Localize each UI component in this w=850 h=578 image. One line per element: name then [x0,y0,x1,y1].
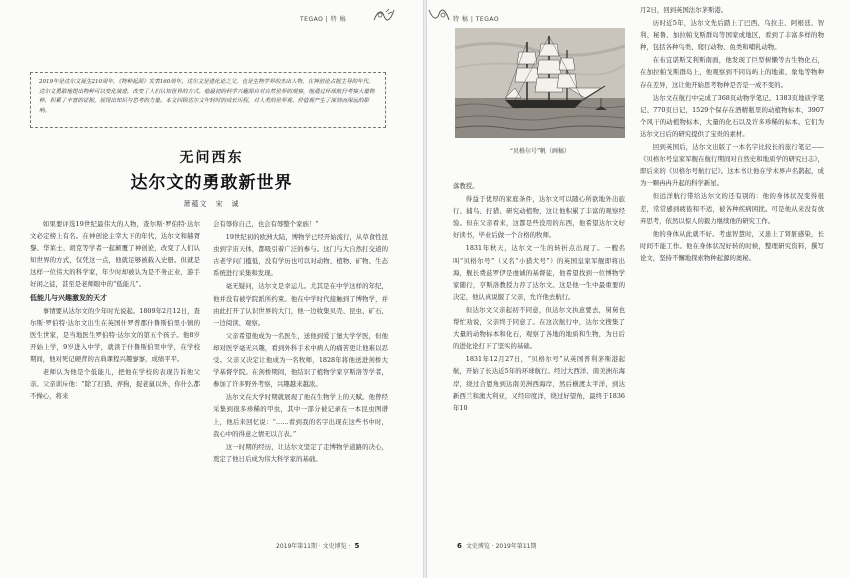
left-column-1 [30,218,200,548]
paragraph: 事情要从达尔文的少年时光说起。1809年2月12日，查尔斯·罗伯特·达尔文出生在英国什罗普郡什鲁斯伯里小镇的医生世家，是当地医生罗伯特·达尔文的第五个孩子。他8岁开始上学，9岁进入中学，就读于什鲁斯伯里中学，在学校期间，他对死记硬背的古典课程兴趣寥寥，成绩平平。 [30,306,200,364]
paragraph: 达尔文在大学时期就展现了他在生物学上的天赋。他曾经采集到很多珍稀的甲虫，其中一部分被记录在一本昆虫图谱上，他后来回忆说：“……看到我的名字出现在这些书中时，我心中的得意之情无以言表。” [213,393,388,438]
paragraph: 得益于优厚的家庭条件，达尔文可以随心所欲地外出旅行、捕鸟、打猎、研究动植物，这让他积累了丰富的观察经验。但在父亲看来，这都是些没用的东西，他希望达尔文好好读书，毕业后做一个合格的牧师。 [453,195,625,240]
right-page [427,0,850,578]
paragraph: 老师认为他是个低能儿，把他在学校的表现告诉他父亲。父亲训斥他：“除了打猎、弄狗，捉老鼠以外，你什么都不操心，将来 [30,368,200,401]
paragraph: 19世纪初的欧洲大陆，博物学已经开始流行，从草食性昆虫到宇宙天体，都吸引着广泛的参与。这门与大自然打交道的古老学问门槛低，没有学历也可以对动物、植物、矿物、生态系统进行采集和发现。 [213,233,388,278]
article-title: 达尔文的勇敢新世界 [130,173,293,193]
folio-right [453,541,537,550]
paragraph: 在布宜诺斯艾利斯南面，他发现了巨型树懒等古生物化石，在加拉帕戈斯群岛上，他观察到不同岛屿上的地雀、象龟等物种存在差异，这让他开始思考物种是否是一成不变的。 [640,56,824,89]
right-column-2 [640,4,824,548]
intro-summary: 2019年是达尔文诞生210周年，《物种起源》发表160周年。达尔文是进化论之父，也是生物学界的杰出人物，在神创论占据主导的年代，达尔文勇敢地提出物种可以变化演进，改变了人们认知世界的方式。他最初的科学兴趣源自对自然世界的观察，他通过环球航行考察大量物种，积累了丰富的证据，展现出知识与思考的力量。本文回顾达尔文年轻时的成长历程，对人类的世界观、价值观产生了深刻而深远的影响。 [30,72,386,128]
paragraph: 父亲希望他成为一名医生，送他到爱丁堡大学学医，但他却对医学毫无兴趣，看到外科手术中病人的痛苦更让他难以忍受。父亲又决定让他成为一名牧师，1828年将他送进剑桥大学基督学院。在剑桥期间，他结识了植物学家亨斯洛等学者，参加了许多野外考察，兴趣越来越浓。 [213,331,388,389]
paragraph: 但远洋航行带给达尔文的还有别的：他的身体状况变得很差，常常感到疲倦和不适，被各种疾病困扰。可是他从来没有放弃思考，依然以惊人的毅力继续他的研究工作。 [640,192,824,225]
paragraph: 如果要评选19世纪最伟大的人物，查尔斯·罗伯特·达尔文必定榜上有名。在神创论主宰大下的年代，达尔文和赫胥黎、华莱士、胡克等学者一起颠覆了神创论，改变了人们认知世界的方式，仅凭这一点，他就足够被载入史册。但就是这样一位伟大的科学家，年少时却被认为是不务正业，游手好闲之徒，甚至是老师眼中的“低能儿”。 [30,220,200,289]
paragraph: 他的身体从此就不好。考虑智慧时，又患上了肾脏感染，长时间不能工作。他在身体状况好转的时候，整理研究资料，撰写论文，坚持不懈地探索物种起源的奥秘。 [640,229,824,262]
paragraph: 毫无疑问，达尔文是幸运儿。尤其是在中学这样的年纪，他并没有被学院派所约束。他在中学时代接触到了博物学，并由此打开了认识世界的大门，他一边收集贝壳、昆虫、矿石，一边阅读、观察。 [213,282,388,327]
paragraph: 落教授。 [453,182,479,190]
running-head-right: 特 稿 | TEGAO [453,16,500,23]
folio-left [276,541,363,550]
paragraph: 这一时期的经历，让达尔文坚定了走博物学道路的决心，奠定了他日后成为伟大科学家的基础。 [213,442,388,463]
folio-text: 2019年第11期 · 文史博览 · [276,543,351,550]
page-number: 5 [354,542,360,550]
paragraph: 月2日，回到英国法尔茅斯港。 [640,6,728,14]
paragraph: 回到英国后，达尔文出版了一本名字比较长的旅行笔记——《贝格尔号皇家军舰在航行期间对自然史和地质学的研究日志》，即后来的《贝格尔号航行记》。这本书让他在学术界声名鹊起，成为一颗冉冉升起的科学新星。 [640,143,824,188]
page-number: 6 [457,542,462,550]
image-caption: “贝格尔号”帆（画稿） [509,148,571,155]
paragraph: 1831年12月27日，“贝格尔号”从英国普利茅斯港起航，开始了长达近5年的环球航行。经过大西洋、南美洲东海岸，绕过合恩角到达南美洲西海岸，然后横渡太平洋，到达新西兰和澳大利亚，又经印度洋，绕过好望角，最终于1836年10 [453,355,625,412]
paragraph: 会有辱你自己，也会有辱整个家族！” [213,220,319,228]
ship-engraving-illustration [455,28,625,138]
paragraph: 但达尔文父亲起初不同意，但达尔文执意要去，舅舅也帮忙劝说，父亲终于同意了。在这次航行中，达尔文搜集了大量的动物标本和化石，观察了各地的地质和生物，为日后的进化论打下了坚实的基础。 [453,305,625,351]
right-column-1 [453,180,625,548]
byline: 萧蕴文 宋 诚 [183,200,240,208]
section-subhead: 低能儿与兴趣激发的天才 [30,292,107,302]
left-page [0,0,423,578]
doodle-decoration-icon [427,6,451,24]
paragraph: 1831年秋天，达尔文一生的转折点出现了。一艘名叫“贝格尔号”（又名“小猎犬号”）的英国皇家军舰即将出海，舰长费兹罗伊是虔诚的基督徒，他希望找到一位博物学家随行，亨斯洛教授力荐了达尔文。这是他一生中最重要的决定，他认真说服了父亲，允许他去航行。 [453,244,625,301]
running-head-left: TEGAO | 特 稿 [300,16,347,23]
folio-text: 文史博览 · 2019年第11期 [465,543,537,550]
paragraph: 历时近5年，达尔文先后踏上了巴西、乌拉圭、阿根廷、智利、秘鲁、加拉帕戈斯群岛等国家或地区，看到了丰富多样的物种，包括各种鸟类、爬行动物、鱼类和哺乳动物。 [640,19,824,52]
article-kicker: 无问西东 [179,150,244,166]
paragraph: 达尔文在航行中完成了368页动物学笔记、1383页地质学笔记、770页日记，1529个保存在酒精瓶里的动植物标本，3907个风干的动植物标本，大量的化石以及许多珍稀的标本。它们为达尔文日后的研究提供了宝贵的素材。 [640,93,824,138]
doodle-decoration-icon [372,6,396,24]
left-column-2 [213,218,388,548]
